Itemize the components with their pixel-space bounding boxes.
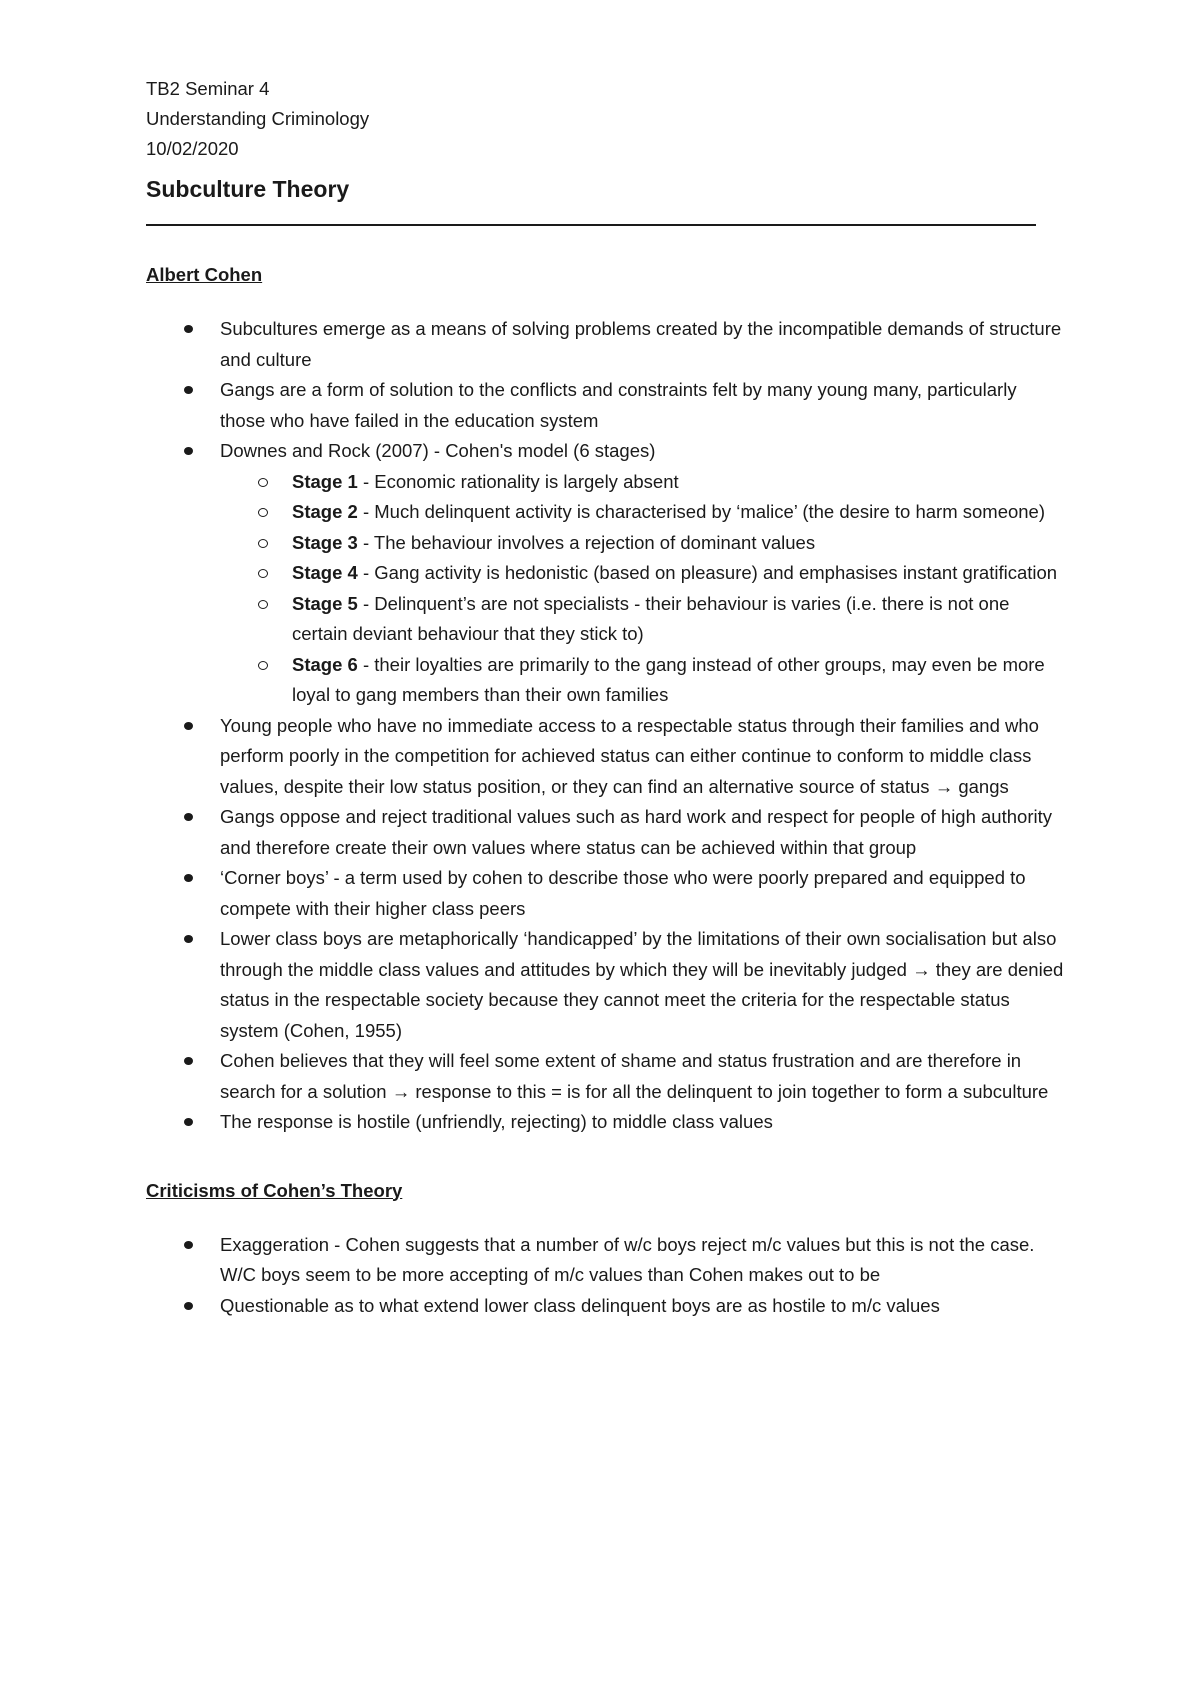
list-item — [146, 1046, 1066, 1107]
stage-text: - Much delinquent activity is characterised by ‘malice’ (the desire to harm someone) — [357, 501, 1046, 522]
bullet-icon — [184, 325, 193, 333]
stage-label: Stage 4 — [292, 562, 358, 583]
document-page — [146, 74, 1066, 1321]
bullet-icon — [184, 935, 193, 943]
stage-text: - Economic rationality is largely absent — [357, 470, 679, 492]
list-item-text: The response is hostile (unfriendly, rejecting) to middle class values — [220, 1111, 773, 1132]
list-item — [146, 1230, 1066, 1291]
hollow-circle-bullet-icon — [258, 508, 268, 517]
list-item-text: Downes and Rock (2007) - Cohen's model (6 stages) — [220, 440, 656, 461]
list-item — [146, 863, 1066, 924]
stage-item — [146, 528, 1066, 559]
hollow-circle-bullet-icon — [258, 478, 268, 487]
stage-label: Stage 3 — [292, 531, 358, 553]
stage-item — [146, 650, 1066, 711]
course-line: TB2 Seminar 4 — [146, 78, 270, 99]
hollow-circle-bullet-icon — [258, 569, 268, 578]
list-item-text: Lower class boys are metaphorically ‘handicapped’ by the limitations of their own socialisation but also through the middle class values and attitudes by which they will be inevitably judged → they are denied status in the respectable society because they cannot meet the criteria for the respectable status system (Cohen, 1955) — [220, 928, 1064, 1041]
list-item-text: Questionable as to what extend lower class delinquent boys are as hostile to m/c values — [220, 1294, 940, 1316]
document-title: Subculture Theory — [146, 176, 350, 202]
bullet-icon — [184, 1057, 193, 1065]
list-item-text: Cohen believes that they will feel some extent of shame and status frustration and are therefore in search for a solution → response to this = is for all the delinquent to join together to form a subculture — [220, 1050, 1049, 1102]
bullet-icon — [184, 1241, 193, 1249]
section-heading-albert-cohen: Albert Cohen — [146, 264, 263, 285]
title-divider — [146, 224, 1036, 226]
section-heading-criticisms: Criticisms of Cohen’s Theory — [146, 1179, 403, 1201]
stage-label: Stage 6 — [292, 653, 358, 675]
stage-item — [146, 497, 1066, 528]
stage-text: - Gang activity is hedonistic (based on pleasure) and emphasises instant gratification — [357, 562, 1058, 583]
list-item-text: Gangs are a form of solution to the conflicts and constraints felt by many young many, particularly those who have failed in the education system — [220, 379, 1017, 431]
list-item — [146, 802, 1066, 863]
stage-label: Stage 5 — [292, 592, 358, 614]
bullet-icon — [184, 722, 193, 730]
date-line: 10/02/2020 — [146, 138, 239, 159]
bullet-icon — [184, 386, 193, 394]
list-item — [146, 711, 1066, 803]
bullet-icon — [184, 447, 193, 455]
albert-cohen-bullet-list — [146, 314, 1066, 1138]
list-item — [146, 1107, 1066, 1138]
stage-text: - The behaviour involves a rejection of dominant values — [357, 531, 816, 553]
list-item — [146, 375, 1066, 436]
stages-sublist — [220, 467, 1066, 711]
module-line: Understanding Criminology — [146, 108, 370, 129]
stage-text: - Delinquent’s are not specialists - their behaviour is varies (i.e. there is not one certain deviant behaviour that they stick to) — [292, 592, 1010, 644]
criticisms-bullet-list — [146, 1230, 1066, 1322]
stage-label: Stage 1 — [292, 470, 358, 492]
stage-item — [146, 467, 1066, 498]
hollow-circle-bullet-icon — [258, 600, 268, 609]
hollow-circle-bullet-icon — [258, 539, 268, 548]
stage-label: Stage 2 — [292, 501, 358, 522]
bullet-icon — [184, 874, 193, 882]
list-item — [146, 436, 1066, 711]
stage-text: - their loyalties are primarily to the gang instead of other groups, may even be more loyal to gang members than their own families — [292, 653, 1045, 705]
hollow-circle-bullet-icon — [258, 661, 268, 670]
stage-item — [146, 589, 1066, 650]
list-item — [146, 1291, 1066, 1322]
list-item-text: Exaggeration - Cohen suggests that a number of w/c boys reject m/c values but this is not the case. W/C boys seem to be more accepting of m/c values than Cohen makes out to be — [220, 1233, 1035, 1285]
list-item-text: Subcultures emerge as a means of solving problems created by the incompatible demands of structure and culture — [220, 318, 1062, 370]
stage-item — [146, 558, 1066, 589]
list-item — [146, 314, 1066, 375]
list-item — [146, 924, 1066, 1046]
bullet-icon — [184, 1118, 193, 1126]
list-item-text: Young people who have no immediate access to a respectable status through their families and who perform poorly in the competition for achieved status can either continue to conform to middle class values, despite their low status position, or they can find an alternative source of status → gangs — [220, 714, 1039, 797]
list-item-text: ‘Corner boys’ - a term used by cohen to describe those who were poorly prepared and equipped to compete with their higher class peers — [220, 867, 1026, 919]
bullet-icon — [184, 813, 193, 821]
bullet-icon — [184, 1302, 193, 1310]
list-item-text: Gangs oppose and reject traditional values such as hard work and respect for people of high authority and therefore create their own values where status can be achieved within that group — [220, 806, 1052, 858]
